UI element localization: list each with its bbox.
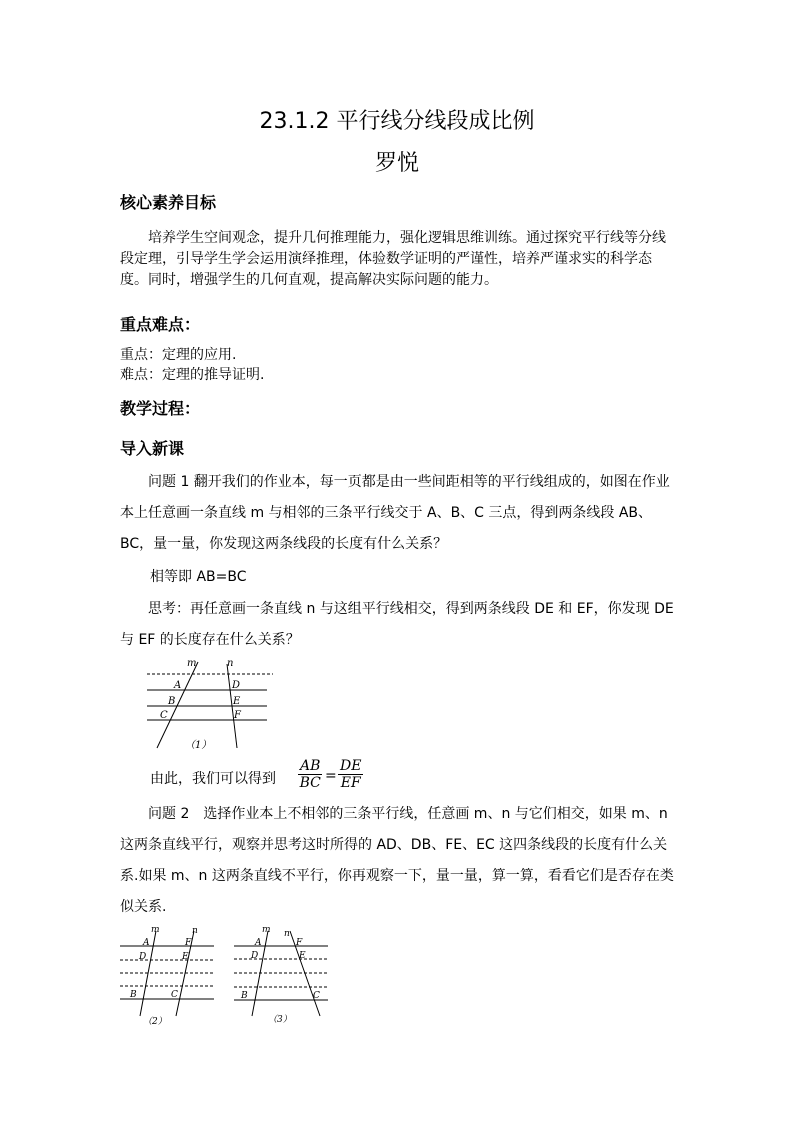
fig1-label-b: B bbox=[168, 696, 176, 707]
answer-1-text: 相等即 AB=BC bbox=[150, 569, 247, 585]
fig1-label-a: A bbox=[174, 680, 182, 691]
intro-heading: 导入新课 bbox=[120, 439, 185, 458]
fig2-label-f: F bbox=[185, 938, 192, 948]
fig3-label-n: n bbox=[284, 929, 290, 939]
figure-3-diagram bbox=[232, 924, 332, 1028]
fig1-label-e: E bbox=[233, 696, 241, 707]
key-points-heading: 重点难点： bbox=[120, 315, 201, 334]
fig3-label-b: B bbox=[241, 991, 248, 1001]
fig2-label-c: C bbox=[171, 990, 178, 1000]
fig3-label-a: A bbox=[255, 938, 262, 948]
fig1-line-m bbox=[157, 662, 198, 748]
fig2-label-b: B bbox=[130, 990, 137, 1000]
think-paragraph: 思考：再任意画一条直线 n 与这组平行线相交，得到两条线段 DE 和 EF，你发现 DE 与 EF 的长度存在什么关系？ bbox=[120, 601, 674, 648]
question-2-paragraph: 问题 2 选择作业本上不相邻的三条平行线，任意画 m、n 与它们相交，如果 m、n 这两条直线平行，观察并思考这时所得的 AD、DB、FE、EC 这四条线段的长度有什么关系.如果 m、n 这两条直线不平行，你再观察一下，量一量，算一算，看看它们是否存在类似关系. bbox=[120, 806, 674, 915]
fig2-label-a: A bbox=[143, 938, 150, 948]
fraction-bc-denominator: BC bbox=[299, 775, 321, 791]
equals-sign: = bbox=[325, 768, 337, 784]
fig2-label-d: D bbox=[139, 952, 147, 962]
figure-2-diagram bbox=[118, 924, 218, 1028]
goals-heading: 核心素养目标 bbox=[120, 193, 217, 212]
fig1-label-n: n bbox=[227, 658, 234, 669]
fig1-label-c: C bbox=[160, 710, 168, 721]
fig1-label-f: F bbox=[234, 710, 241, 721]
fraction-de-ef bbox=[338, 758, 363, 791]
key-point-text: 重点：定理的应用. bbox=[120, 347, 237, 363]
author-name: 罗悦 bbox=[374, 151, 419, 176]
fig3-label-c: C bbox=[313, 991, 320, 1001]
fraction-ab-bc bbox=[298, 758, 322, 791]
figure-1-diagram bbox=[145, 656, 275, 754]
fig3-label-m: m bbox=[262, 925, 271, 935]
difficulty-text: 难点：定理的推导证明. bbox=[120, 367, 265, 383]
fig3-label-d: D bbox=[251, 951, 259, 961]
process-heading: 教学过程： bbox=[120, 399, 201, 418]
conclusion-text: 由此，我们可以得到 bbox=[150, 771, 276, 787]
fig2-caption: （2） bbox=[143, 1017, 167, 1027]
fig1-label-m: m bbox=[187, 658, 197, 669]
fig3-label-e: E bbox=[299, 951, 306, 961]
fraction-ef-denominator: EF bbox=[340, 775, 361, 791]
document-title: 23.1.2 平行线分线段成比例 bbox=[259, 109, 535, 134]
fraction-de-numerator: DE bbox=[340, 758, 362, 774]
fig2-label-n: n bbox=[192, 926, 198, 936]
fig3-caption: （3） bbox=[268, 1015, 292, 1025]
fig2-label-e: E bbox=[182, 952, 189, 962]
fraction-ab-numerator: AB bbox=[300, 758, 321, 774]
fig2-label-m: m bbox=[151, 925, 160, 935]
fig1-caption: （1） bbox=[185, 740, 212, 751]
goals-paragraph: 培养学生空间观念，提升几何推理能力，强化逻辑思维训练。通过探究平行线等分线段定理，引导学生学会运用演绎推理，体验数学证明的严谨性，培养严谨求实的科学态度。同时，增强学生的几何直观，提高解决实际问题的能力。 bbox=[120, 230, 666, 288]
question-1-paragraph: 问题 1 翻开我们的作业本，每一页都是由一些间距相等的平行线组成的，如图在作业本上任意画一条直线 m 与相邻的三条平行线交于 A、B、C 三点，得到两条线段 AB、BC，量一量，你发现这两条线段的长度有什么关系？ bbox=[120, 474, 670, 552]
fig3-label-f: F bbox=[296, 938, 303, 948]
fig1-label-d: D bbox=[232, 680, 241, 691]
